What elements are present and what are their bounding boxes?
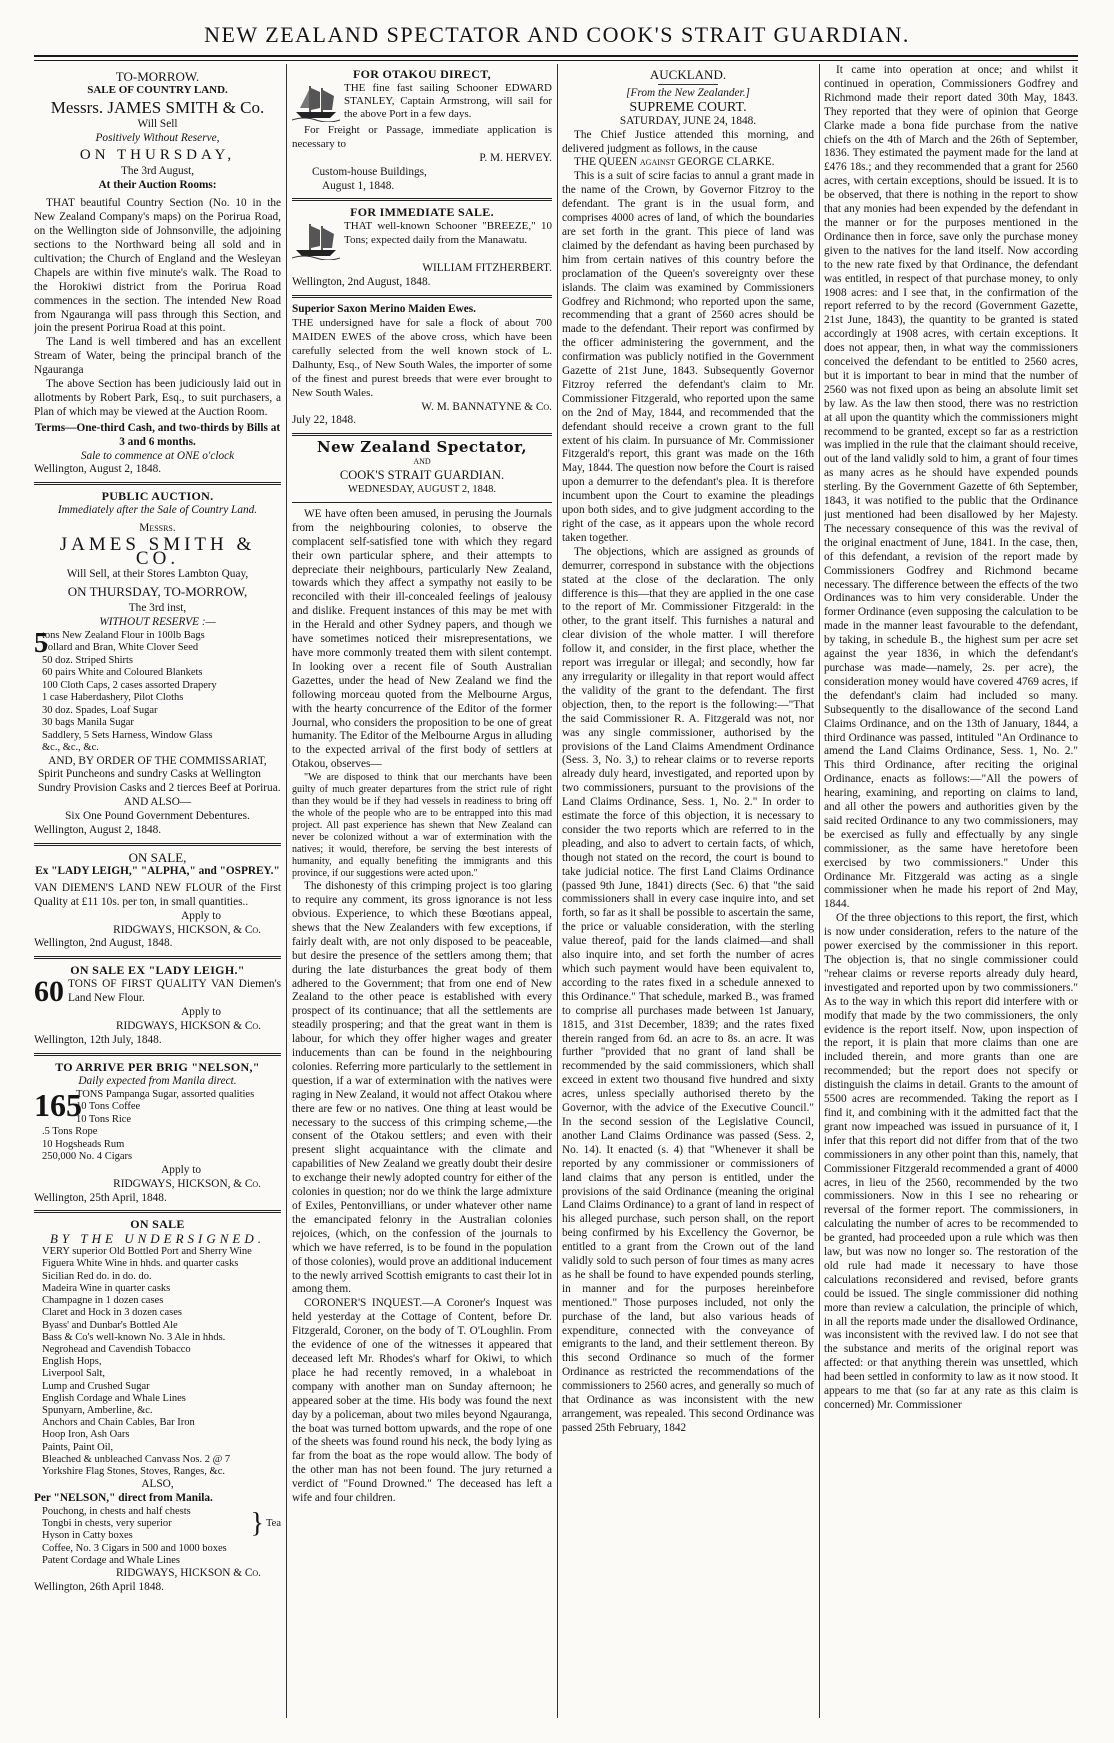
ad-agent: RIDGWAYS, HICKSON, & Co.: [113, 923, 261, 936]
list-item: Hoop Iron, Ash Oars: [42, 1429, 130, 1441]
ad-date: July 22, 1848.: [292, 414, 357, 427]
ad-agent: P. M. HERVEY.: [479, 151, 552, 164]
list-item: 1 case Haberdashery, Pilot Cloths: [42, 692, 184, 704]
column-judgment-continued: [824, 64, 1078, 1720]
ad-subheading: SALE OF COUNTRY LAND.: [87, 83, 228, 96]
list-item: 50 doz. Striped Shirts: [42, 654, 133, 666]
ad-separator: [292, 295, 552, 298]
column-divider: [819, 64, 820, 1718]
ad-lady-leigh: [34, 964, 281, 1048]
ad-body: THE fine fast sailing Schooner EDWARD STANLEY, Captain Armstrong, will sail for the above Port in a few days.: [344, 81, 552, 120]
paper-date: WEDNESDAY, AUGUST 2, 1848.: [348, 484, 496, 496]
ad-subheading: Daily expected from Manila direct.: [78, 1074, 237, 1087]
report-body: [562, 129, 814, 1436]
paragraph: This is a suit of scire facias to annul a grant made in the name of the Crown, by Governor Fitzroy to the defendant. The grant is in the usual form, and comprises 4000 acres of land, of which the boundaries are set forth in the grant. This piece of land was claimed by the defendant as having been purchased by him from certain natives of this country before the proclamation of the Queen's sovereignty over these islands. The claim was examined by Commissioners Godfrey and Richmond; who reported upon the same, recommending that a grant of 2560 acres should be made to the defendant. Their report was confirmed by the officer administering the government, and the confirmation was publicly notified in the Government Gazette of 21st June, 1843. Subsequently Governor Fitzroy referred the defendant's claim to Mr. Commissioner Fitzgerald, who reported upon the same on the 2nd of May, 1844, and recommended that the defendant should receive a crown grant to the full extent of his claim. In pursuance of Mr. Commissioner Fitzgerald's report, this grant was made on the 16th May, 1844. The question now before the Court is raised upon a demurrer to the defendant's plea. It is therefore incumbent upon the Court to examine the pleadings upon both sides, and to give judgment according to the right of the case, as it appears upon the whole record taken together.: [562, 170, 814, 544]
court-date: SATURDAY, JUNE 24, 1848.: [619, 114, 757, 127]
paragraph: "We are disposed to think that our merchants have been guilty of much greater departures from the strict rule of right than they would be if they had vessels in readiness to bring off the whole of the people who are to be entrapped into this mad project. All past experience has shewn that New Zealand can never be colonized without a war of extermination with the natives; it would, therefore, be serving the best interests of humanity, and equally benefiting the immigrants and this province, if our suggestions were acted upon.": [292, 772, 552, 880]
list-item: Hyson in Catty boxes: [42, 1530, 133, 1542]
ad-breeze: [292, 206, 552, 290]
ad-text: Messrs.: [139, 522, 176, 535]
paragraph: WE have often been amused, in perusing the Journals from the neighbouring colonies, to observe the complacent self-satisfied tone with which they regard their own particular sphere, and their attempts to depreciate their neighbours, particularly New Zealand, towards which they affect a sympathy not easily to be reconciled with their ill-concealed feelings of jealousy and dislike. Frequent instances of this may be met with in the Herald and other Sydney papers, and though we have sometimes noticed their misrepresentations, we have more commonly treated them with silent contempt. In looking over a recent file of South Australian Gazettes, under the head of New Zealand we find the following morceau quoted from the Melbourne Argus, with the hearty concurrence of the Editor of the former Journal, who considers the proposition to be one of great humanity. The Editor of the Melbourne Argus in alluding to the expected arrival of the first body of settlers at Otakou, observes—: [292, 507, 552, 771]
ad-dateline: Wellington, 2nd August, 1848.: [292, 276, 431, 289]
ad-date: August 1, 1848.: [322, 179, 395, 192]
ad-heading: ON SALE,: [128, 849, 187, 865]
ad-firm: JAMES SMITH & CO.: [59, 534, 256, 569]
ad-text: Spirit Puncheons and sundry Casks at Wellington: [38, 768, 261, 781]
list-item: Lump and Crushed Sugar: [42, 1380, 150, 1392]
ad-heading: PUBLIC AUCTION.: [101, 489, 214, 504]
column-divider: [557, 64, 558, 1718]
ad-heading: FOR IMMEDIATE SALE.: [350, 205, 494, 220]
ad-text: Custom-house Buildings,: [312, 165, 427, 178]
list-item: Saddlery, 5 Sets Harness, Window Glass: [42, 729, 213, 741]
ad-agent: RIDGWAYS, HICKSON & Co.: [115, 1566, 261, 1579]
ad-heading: ON SALE EX "LADY LEIGH.": [70, 963, 245, 978]
list-item: Pollard and Bran, White Clover Seed: [42, 642, 199, 654]
editorial: [292, 508, 552, 1506]
list-item: Yorkshire Flag Stones, Stoves, Ranges, &c.: [42, 1465, 225, 1477]
column-advertisements-1: [34, 64, 281, 1720]
paper-subtitle: COOK'S STRAIT GUARDIAN.: [339, 468, 505, 483]
ad-brig-nelson: [34, 1061, 281, 1206]
ad-location: At their Auction Rooms:: [98, 179, 217, 192]
ad-agent: RIDGWAYS, HICKSON, & Co.: [113, 1177, 261, 1190]
ad-text: WITHOUT RESERVE :—: [99, 615, 216, 628]
paragraph: The dishonesty of this crimping project is too glaring to require any comment, its gross ignorance is not less obvious. Experience, to which these Bœotians appeal, shews that the New Zealanders with few exceptions, if fairly dealt with, are not only disposed to be peaceable, but desire the presence of the settlers among them; that during the late disturbances the great body of them adhered to the Government; that from one end of New Zealand to the other peace is established with every prospect of its continuance; that all the settlements are steadily prospering; and that the great want in them is labour, for which they offer higher wages and greater inducements than can be found in the neighbouring colonies. Referring more particularly to the settlement in question, if a war of extermination with the natives were raging in New Zealand, it would not affect Otakou where there are few or no natives. One thing at least would be necessary to the success of this crimping scheme,—the consent of the Otakou settlers; and even with their present slight acquaintance with the climate and capabilities of New Zealand we greatly doubt their desire to exchange their newly adopted country for either of the colonies in question; nor do we think the large admixture of Exiles, Pentonvillians, or under whatever other name the emancipated felonry in the Australian colonies rejoices, (which, on the confession of the journals to which we have referred, is to be found in the population of those colonies), would prove an additional inducement to the newly arrived Scottish emigrants to cast their lot in among them.: [292, 880, 552, 1296]
list-item: Anchors and Chain Cables, Bar Iron: [42, 1417, 195, 1429]
list-item: 250,000 No. 4 Cigars: [42, 1151, 133, 1163]
ship-icon: [292, 220, 340, 260]
ad-agent: W. M. BANNATYNE & Co.: [421, 400, 552, 413]
ad-agent: RIDGWAYS, HICKSON & Co.: [115, 1020, 261, 1033]
paragraph: It came into operation at once; and whilst it continued in operation, Commissioners Godfrey and Richmond made their report dated 30th May, 1843. They reported that they were of opinion that George Clarke made a bona fide purchase from the native chiefs on the 4th of March and the 26th of September, 1836. They estimated the payment made for the land at £476 18s.; and they recommended that a grant for 2560 acres, with certain exceptions, should be issued. It is to be observed, that there is nothing in the report to show that any monies had been expended by the defendant in the manner or for the purposes mentioned in the Ordinance then in force, save only the purchase money given to the natives for the land itself. Now according to the new rate fixed by that Ordinance, the defendant was entitled, in respect of that purchase money, to only 1908 acres: and I see that, in the confirmation of the report referred to by the record (Government Gazette, 21st June, 1843), the quantity to be granted is stated accordingly at 1908 acres, with certain exceptions. It does not appear, then, in what way the commissioners conceived the defendant to be entitled to 2560 acres, but it is important to bear in mind that the number of 2560 was not fixed upon as being an absolute limit set by law. As the law then stood, there was no restriction at all upon the quantity which the commissioners might recommend to be granted, except so far as a restriction was implied in the rule that the claimant should receive, out of the land validly sold to him, a grant of four times as many acres as he should have expended pounds sterling. By the Government Gazette of 6th September, 1843, it was notified to the public that the Ordinance just mentioned had been disallowed by her Majesty. The necessary consequence of this was the revival of the original enactment of June, 1841. In the case, then, of this defendant, a revision of the report made by Commissioners Godfrey and Richmond became necessary. The difference between the effects of the two Ordinances was to him very considerable. Under the former Ordinance (even supposing the calculation to be made in the manner least favourable to the defendant, by taking, in schedule B., the highest sum per acre set against the year 1836, in which the defendant's purchase was made—namely, 2s. per acre), the consideration money would have covered 4769 acres, if the defendant's claim had included so many. Subsequently to the disallowance of the second Land Claims Ordinance, and on the 13th of January, 1844, a third Ordinance was passed, intituled "An Ordinance to amend the Land Claims Ordinance, Sess. 1, No. 2." This third Ordinance, after reciting the original Ordinance, enacts as follows:—"All the powers of hearing, examining, and reporting on claims to land, and all other the powers and authorities given by the said recited Ordinance to any two commissioners, may be exercised as fully and effectually by any single commissioner, as the same have heretofore been exercised by two commissioners." Under this Ordinance Mr. Fitzgerald was acting as a single commissioner when he made his report of 2nd May, 1844.: [824, 64, 1078, 911]
ad-dateline: Wellington, 2nd August, 1848.: [34, 937, 173, 950]
ad-text: Will Sell, at their Stores Lambton Quay,: [66, 567, 249, 580]
ad-day: ON THURSDAY,: [79, 146, 236, 163]
list-item: .5 Tons Rope: [42, 1126, 98, 1138]
list-item: Madeira Wine in quarter casks: [42, 1282, 171, 1294]
ad-merino-ewes: [292, 303, 552, 428]
ad-dateline: Wellington, 25th April, 1848.: [34, 1191, 167, 1204]
ad-commence: Sale to commence at ONE o'clock: [80, 449, 235, 462]
ad-body: TONS OF FIRST QUALITY VAN Diemen's Land New Flour.: [68, 978, 281, 1005]
ad-date: The 3rd August,: [120, 165, 195, 178]
ad-heading: TO-MORROW.: [115, 69, 200, 84]
list-item: VERY superior Old Bottled Port and Sherry Wine: [42, 1246, 252, 1258]
list-item: 100 Cloth Caps, 2 cases assorted Drapery: [42, 679, 217, 691]
brace-glyph: }: [250, 1508, 264, 1540]
list-item: 60 pairs White and Coloured Blankets: [42, 667, 203, 679]
ad-terms: Terms—One-third Cash, and two-thirds by Bills at 3 and 6 months.: [34, 421, 281, 448]
list-item: TONS Pampanga Sugar, assorted qualities: [76, 1088, 255, 1100]
list-item: Champagne in 1 dozen cases: [42, 1295, 164, 1307]
ad-text: ALSO,: [141, 1478, 174, 1491]
ad-body: THAT well-known Schooner "BREEZE," 10 Tons; expected daily from the Manawatu.: [344, 220, 552, 247]
ad-body: VAN DIEMEN'S LAND NEW FLOUR of the First Quality at £11 10s. per ton, in small quantities..: [34, 881, 281, 908]
paragraph: CORONER'S INQUEST.—A Coroner's Inquest was held yesterday at the Cottage of Content, before Dr. Fitzgerald, Coroner, on the body of T. O'Loughlin. From the evidence of one of the witnesses it appeared that deceased left Mr. Rhodes's wharf for Okiwi, to which place he had recently removed, in a whaleboat in company with another man on Sunday afternoon; he appeared sober at the time. His body was found the next day by a policeman, about two miles beyond Ngauranga, the boat was turned bottom upwards, and the rope of one of the sheets was found round his neck, the body lying as far from the boat as the rope would allow. The body of the other man has not been found. The jury returned a verdict of "Found Drowned." The deceased has left a wife and four children.: [292, 1297, 552, 1505]
ad-separator: [292, 433, 552, 436]
list-item: 10 Tons Rice: [76, 1113, 132, 1125]
ad-dateline: Wellington, August 2, 1848.: [34, 824, 162, 837]
list-item: Claret and Hock in 3 dozen cases: [42, 1307, 182, 1319]
paragraph: THE QUEEN against GEORGE CLARKE.: [574, 156, 775, 169]
ad-separator: [292, 198, 552, 201]
ad-heading: ON SALE: [130, 1217, 185, 1232]
ship-icon: [292, 82, 340, 122]
list-item: tons New Zealand Flour in 100lb Bags: [42, 629, 205, 641]
ad-body: THE undersigned have for sale a flock of about 700 MAIDEN EWES of the above cross, which have been carefully selected from the well known stock of L. Dalhunty, Esq., of New South Wales, the importer of some of the finest and purest breeds that were ever brought to New South Wales.: [292, 317, 552, 399]
ad-day: ON THURSDAY, TO-MORROW,: [67, 583, 248, 599]
column-divider: [286, 64, 287, 1718]
column-auckland-report: [562, 64, 814, 1720]
ad-separator: [34, 843, 281, 846]
ad-subheading: Immediately after the Sale of Country Land.: [57, 504, 258, 517]
ad-body: THAT beautiful Country Section (No. 10 in the New Zealand Company's maps) on the Porirua Road, on the Wellington side of Johnsonville, the adjoining sections to the Northward being all sold and in cultivation; the Church of England and the Wesleyan Chapels are within five minute's walk. The Road to the Horokiwi district from the Porirua Road commences in the section. The intended New Road from Ngauranga will pass through this Section, and join the present Porirua Road at this point.: [34, 197, 281, 335]
ad-subheading: Per "NELSON," direct from Manila.: [34, 1492, 213, 1505]
ad-body: The above Section has been judiciously laid out in allotments by Robert Park, Esq., to suit purchasers, a Plan of which may be viewed at the Auction Room.: [34, 378, 281, 418]
ad-heading: FOR OTAKOU DIRECT,: [353, 67, 491, 81]
list-item: 30 bags Manila Sugar: [42, 717, 134, 729]
ad-text: Apply to: [181, 909, 221, 922]
list-item: &c., &c., &c.: [42, 742, 99, 754]
ad-dateline: Wellington, 12th July, 1848.: [34, 1034, 162, 1047]
ad-text: Apply to: [181, 1006, 221, 1019]
masthead: NEW ZEALAND SPECTATOR AND COOK'S STRAIT GUARDIAN.: [204, 22, 910, 47]
ad-separator: [34, 482, 281, 485]
paragraph: The objections, which are assigned as grounds of demurrer, correspond in substance with the objections stated at the close of the declaration. The only difference is this—that they are applied in the one case to the report of Mr. Commissioner Fitzgerald: in the other, to the grant itself. This furnishes a natural and clear division of the whole matter. I will therefore follow it, and consider, in the first place, whether the report was irregular or illegal; and secondly, how far any irregularity or illegality in that report would affect the validity of the grant to the defendant. The first objection, then, to the report is the following:—"That the said Commissioner R. A. Fitzgerald was not, nor was any single commissioner, authorised by the provisions of the Land Claims Amendment Ordinance (Sess. 3, No. 3,) to rehear claims or to reverse reports already duly heard, investigated, and reported upon by two commissioners, pursuant to the provisions of the Land Claims Ordinance, Sess. 1, No. 2." In order to estimate the force of this objection, it is necessary to consider the two reports which are referred to in the pleading, and also to advert to certain facts, of which, though not stated on the record, the court is bound to take judicial notice. The first Land Claims Ordinance (passed 9th June, 1841) directs (Sec. 6) that "the said commissioners shall in every case inquire into, and set forth, so far as it shall be possible to ascertain the same, the price or valuable consideration, with the sterling value thereof, paid for the lands claimed—and shall also inquire into, and set forth the number of acres which such payment would have been equivalent to, according to the rates fixed in a schedule annexed to this Ordinance." That schedule, marked B., was framed to comprise all purchases made between 1st January, 1815, and 31st December, 1839; and the rates fixed therein ranged from 6d. an acre to 8s. an acre. It was further "provided that no grant of land shall be recommended by the said commissioners, which shall exceed in extent two thousand five hundred and sixty acres, unless specially authorised thereto by the Governor, with the advice of the Executive Council." In the second session of the Legislative Council, another Land Claims Ordinance was passed (Sess. 2, No. 14). It enacted (s. 4) that "Whenever it shall be reported by any commissioner or commissioners of land claims that any person is entitled, under the provisions of the said Ordinance (meaning the original Land Claims Ordinance) to a grant of land in respect of his alleged purchase, such person shall, on the report being confirmed by his Excellency the Governor, be entitled to a grant from the Crown out of the land validly sold to such person of four times as many acres as he shall be found to have expended pounds sterling, in manner and for the purposes hereinbefore mentioned." Those purposes included, not only the purchase of the land, but also various heads of expenditure, connected with the conveyance of emigrants to the land, and their settlement thereon. By this second Ordinance so much of the former Ordinance as restricted the recommendations of the commissioners to 2560 acres, and generally so much of that Ordinance as was inconsistent with the new arrangement, was repealed. This second Ordinance was passed 25th February, 1842: [562, 545, 814, 1434]
ad-big-number: 5: [34, 629, 48, 659]
ad-date: The 3rd inst,: [128, 601, 187, 614]
ad-public-auction: [34, 490, 281, 838]
section-heading: AUCKLAND.: [649, 67, 727, 82]
ad-text: Sundry Provision Casks and 2 tierces Beef at Porirua.: [38, 782, 281, 795]
paragraph: The Chief Justice attended this morning, and delivered judgment as follows, in the cause: [562, 128, 814, 155]
title-separator: [292, 502, 552, 503]
ad-dateline: Wellington, 26th April 1848.: [34, 1580, 164, 1593]
ad-text: Apply to: [161, 1163, 201, 1176]
report-body-continued: [824, 64, 1078, 1413]
ad-body: The Land is well timbered and has an excellent Stream of Water, being the principal branch of the Ngauranga: [34, 336, 281, 377]
source-note: [From the New Zealander.]: [626, 86, 750, 99]
list-item: English Hops,: [42, 1356, 102, 1368]
list-item: 10 Tons Coffee: [76, 1101, 141, 1113]
ad-separator: [34, 1053, 281, 1056]
list-item: Patent Cordage and Whale Lines: [42, 1554, 181, 1566]
paper-title: New Zealand Spectator,: [316, 438, 528, 457]
paragraph: Of the three objections to this report, the first, which is now under consideration, refers to the nature of the power exercised by the commissioner in this report. The objection is, that no single commissioner could "rehear claims or reverse reports already duly heard, investigated and reported upon by two commissioners." As to the way in which this report did interfere with or modify that made by the two commissioners, the only evidence is the report itself. Now, upon inspection of the report, it is plain that more claims than one are included therein, and more grants than one are recommended; but the report does not specify or distinguish the claims in detail. Grants to the amount of 5500 acres are recommended. Taking the report as I find it, and combining with it the admitted fact that the grant now impeached was issued in pursuance of it, I infer that this report did not differ from that of the two commissioners in any other point than this, namely, that Commissioner Fitzgerald recommended a grant of 4000 acres, in lieu of the 2560, recommended by the two commissioners. Now in this I see no rehearing or reversal of the former report. The commissioners, in calculating the number of acres to be recommended to be granted, had proceeded upon a rule which was then law, but was now no longer so. The restoration of the old rule had made it necessary to have those calculations reconsidered and revised, before grants could be issued. The single commissioner did nothing more than review a calculation, the principle of which, in all the reports made under the disallowed Ordinance, was inconsistent with the revived law. I do not see that the substance and merits of the original report was affected: or that anything therein was unsettled, which had been settled in conformity to law as it now stood. It appears to me that (so far at any rate as this claim is concerned) Mr. Commissioner: [824, 912, 1078, 1411]
list-item: Sicilian Red do. in do. do.: [42, 1270, 152, 1282]
list-item: Tongbi in chests, very superior: [42, 1518, 172, 1530]
list-item: 10 Hogsheads Rum: [42, 1138, 125, 1150]
ad-text: AND, BY ORDER OF THE COMMISSARIAT,: [48, 754, 267, 767]
list-item: Bass & Co's well-known No. 3 Ale in hhds.: [42, 1331, 226, 1343]
masthead-rule-thick: [34, 55, 1078, 57]
ad-heading: Superior Saxon Merino Maiden Ewes.: [292, 303, 476, 316]
ad-text: AND ALSO—: [123, 796, 192, 809]
ad-flour-sale: [34, 851, 281, 951]
ad-big-number: 60: [34, 978, 64, 1007]
ad-separator: [34, 1210, 281, 1213]
ad-firm: Messrs. JAMES SMITH & Co.: [50, 97, 265, 117]
tea-group: [34, 1506, 281, 1543]
column-advertisements-2: [292, 64, 552, 1720]
short-rule: [658, 84, 718, 85]
list-item: Liverpool Salt,: [42, 1368, 105, 1380]
list-item: Paints, Paint Oil,: [42, 1441, 114, 1453]
ad-otakou: [292, 68, 552, 193]
ad-item-list: [34, 630, 281, 755]
ad-undersigned: [34, 1218, 281, 1594]
list-item: Figuera White Wine in hhds. and quarter casks: [42, 1258, 239, 1270]
ad-heading: TO ARRIVE PER BRIG "NELSON,": [55, 1059, 260, 1074]
masthead-rule-thin: [34, 60, 1078, 61]
paper-title-block: [292, 438, 552, 497]
ad-agent: WILLIAM FITZHERBERT.: [422, 262, 552, 275]
list-item: Coffee, No. 3 Cigars in 500 and 1000 boxes: [42, 1542, 227, 1554]
list-item: Bleached & unbleached Canvass Nos. 2 @ 7: [42, 1453, 231, 1465]
ad-text: Positively Without Reserve,: [95, 131, 220, 144]
ad-body: For Freight or Passage, immediate application is necessary to: [292, 123, 552, 150]
ad-item-list: [34, 1089, 281, 1164]
ad-subheading: BY THE UNDERSIGNED.: [49, 1231, 266, 1247]
ad-text: Will Sell: [137, 117, 178, 130]
court-heading: SUPREME COURT.: [629, 99, 747, 115]
list-item: 30 doz. Spades, Loaf Sugar: [42, 704, 158, 716]
ad-subheading: Ex "LADY LEIGH," "ALPHA," and "OSPREY.": [35, 864, 280, 877]
ad-dateline: Wellington, August 2, 1848.: [34, 463, 162, 476]
ad-country-land: [34, 70, 281, 477]
list-item: Pouchong, in chests and half chests: [42, 1505, 191, 1517]
ad-big-number: 165: [34, 1088, 82, 1123]
tea-label: Tea: [265, 1518, 281, 1530]
list-item: Spunyarn, Amberline, &c.: [42, 1404, 153, 1416]
ad-separator: [34, 956, 281, 959]
paper-title-and: AND: [413, 457, 431, 467]
list-item: Negrohead and Cavendish Tobacco: [42, 1343, 191, 1355]
list-item: English Cordage and Whale Lines: [42, 1392, 186, 1404]
list-item: Byass' and Dunbar's Bottled Ale: [42, 1319, 178, 1331]
ad-text: Six One Pound Government Debentures.: [65, 810, 250, 823]
